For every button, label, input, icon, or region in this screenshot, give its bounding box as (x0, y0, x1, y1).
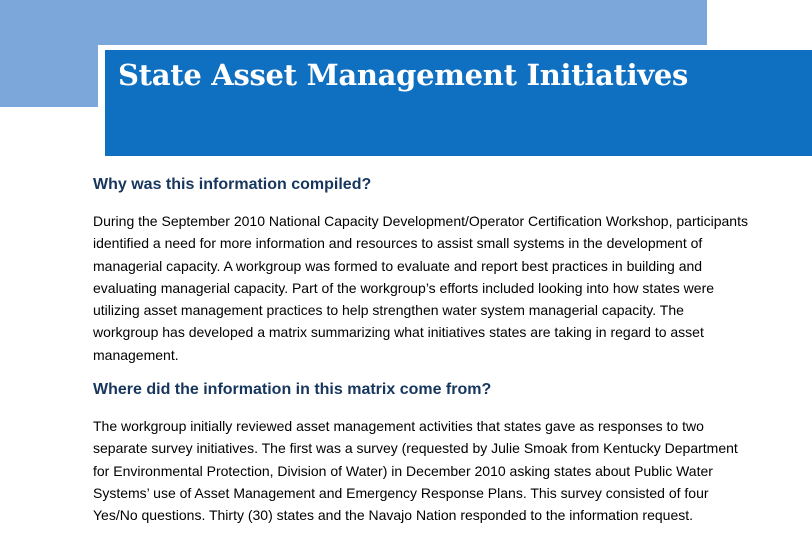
section-information-source (93, 379, 753, 526)
document-content (93, 174, 753, 527)
section-heading: Why was this information compiled? (93, 176, 372, 193)
section-paragraph: During the September 2010 National Capacity Development/Operator Certification Workshop, participants identified a need for more information and resources to assist small systems in the development of managerial capacity. A workgroup was formed to evaluate and report best practices in building and evaluating managerial capacity. Part of the workgroup’s efforts included looking into how states were utilizing asset management practices to help strengthen water system managerial capacity. The workgroup has developed a matrix summarizing what initiatives states are taking in regard to asset management. (93, 213, 748, 363)
section-heading: Where did the information in this matrix come from? (93, 381, 492, 399)
section-why-compiled (93, 174, 753, 366)
document-title: State Asset Management Initiatives (118, 58, 689, 92)
section-paragraph: The workgroup initially reviewed asset management activities that states gave as responses to two separate survey initiatives. The first was a survey (requested by Julie Smoak from Kentucky Department for Environmental Protection, Division of Water) in December 2010 asking states about Public Water Systems’ use of Asset Management and Emergency Response Plans. This survey consisted of four Yes/No questions. Thirty (30) states and the Navajo Nation responded to the information request. (93, 418, 738, 524)
